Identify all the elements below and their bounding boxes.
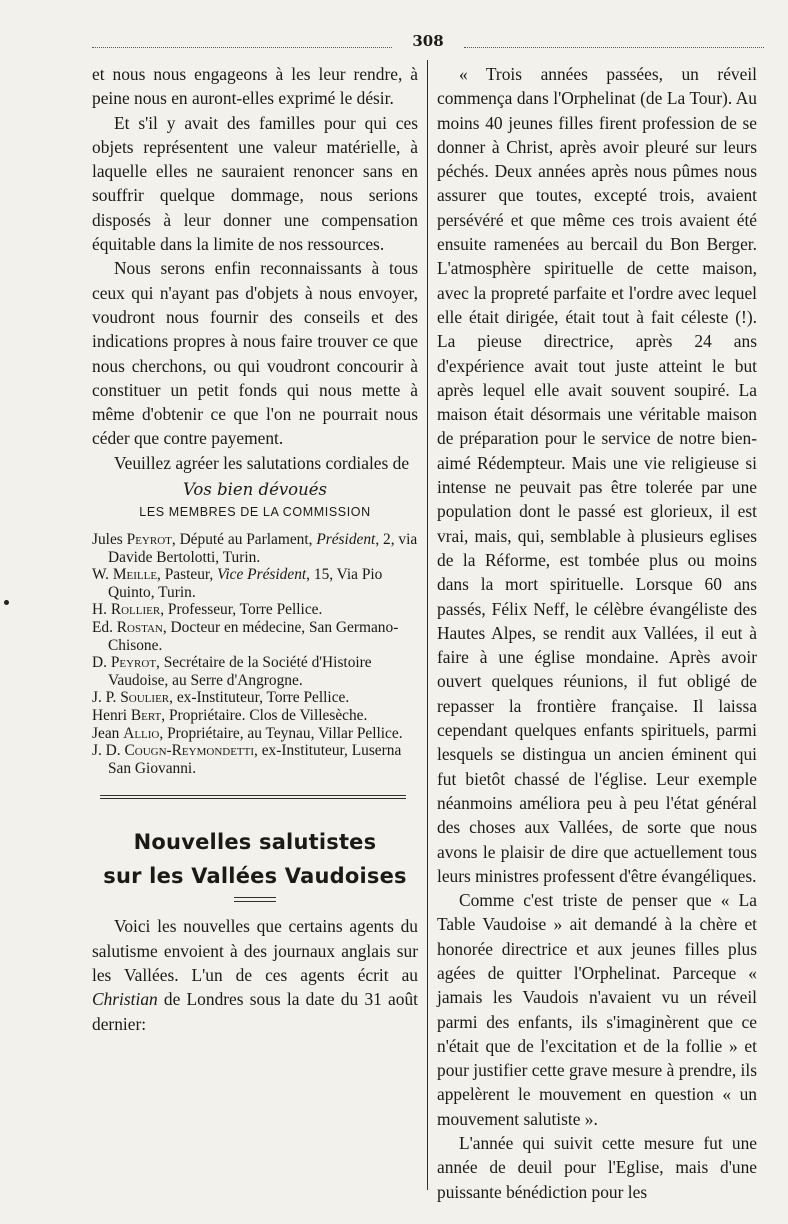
paragraph: L'année qui suivit cette mesure fut une année de deuil pour l'Eglise, mais d'une puissante bénédiction pour les — [437, 1133, 757, 1202]
margin-ink-dot — [4, 600, 9, 605]
member-entry: J. P. Soulier, ex-Instituteur, Torre Pellice. — [92, 689, 350, 707]
member-entry: Jean Allio, Propriétaire, au Teynau, Villar Pellice. — [92, 724, 403, 742]
article-title-line2: sur les Vallées Vaudoises — [103, 864, 407, 889]
title-ornament-rule — [234, 897, 276, 902]
article-title-line1: Nouvelles salutistes — [133, 830, 377, 855]
left-column — [92, 62, 418, 1036]
member-entry: J. D. Cougn-Reymondetti, ex-Instituteur, Luserna San Giovanni. — [92, 742, 402, 777]
commission-heading: LES MEMBRES DE LA COMMISSION — [139, 505, 371, 520]
member-entry: D. Peyrot, Secrétaire de la Société d'Histoire Vaudoise, au Serre d'Angrogne. — [92, 654, 372, 689]
member-entry: H. Rollier, Professeur, Torre Pellice. — [92, 601, 323, 619]
member-entry: Ed. Rostan, Docteur en médecine, San Germano-Chisone. — [92, 619, 399, 654]
page-header — [92, 30, 764, 54]
member-list — [92, 531, 418, 777]
member-entry: W. Meille, Pasteur, Vice Président, 15, Via Pio Quinto, Turin. — [92, 566, 383, 601]
paragraph: Nous serons enfin reconnaissants à tous ceux qui n'ayant pas d'objets à nous envoyer, voudront nous fournir des conseils et des indications propres à nous faire trouver ce que nous cherchons, ou qui voudront concourir à constituer un petit fonds qui nous mette à même d'obtenir ce que l'on ne pourrait nous céder que contre payement. — [92, 258, 418, 449]
column-divider — [427, 60, 428, 1190]
page-number: 308 — [412, 32, 444, 50]
paragraph: et nous nous engageons à les leur rendre, à peine nous en auront-elles exprimé le désir. — [92, 64, 418, 109]
paragraph: Et s'il y avait des familles pour qui ces objets représentent une valeur matérielle, à laquelle elles ne sauraient renoncer sans en souffrir quelque dommage, nous serions disposés à leur donner une compensation équitable dans la limite de nos ressources. — [92, 112, 418, 255]
quoted-paragraph: « Trois années passées, un réveil commença dans l'Orphelinat (de La Tour). Au moins 40 jeunes filles firent profession de se donner à Christ, après avoir pleuré sur leurs péchés. Deux années après nous pûmes nous assurer que toutes, excepté trois, avaient persévéré et que même ces trois avaient été ensuite ramenées au bercail du Bon Berger. L'atmosphère spirituelle de cette maison, avec la propreté parfaite et l'ordre avec lequel elle était dirigée, était tout à fait céleste (!). La pieuse directrice, après 24 ans d'expérience avait tout juste atteint le but après lequel elle avait souvent soupiré. La maison était désormais une véritable maison de préparation pour le service de notre bien-aimé Rédempteur. Mais une vie religieuse si intense ne peuvait pas être tolerée par une population dont le passé est glorieux, il est vrai, mais, qui, semblable à plusieurs eglises de la Réforme, est tombée plus ou moins dans la mort spirituelle. Lorsque 60 ans passés, Félix Neff, le célèbre évangéliste des Hautes Alpes, se rendit aux Vallées, il eut à faire à une église mondaine. Après avoir ouvert quelques réunions, il fut obligé de repasser la frontière française. Il laissa cependant quelques enfants spirituels, parmi lesquels se distingua un ancien éminent qui fut bietôt chassé de l'église. Leur exemple néanmoins améliora peu à peu l'état général des choses aux Vallées, de sorte que nous avons le plaisir de dire que actuellement tous leurs ministres professent d'être évangéliques. — [437, 64, 757, 886]
closing-signoff: Vos bien dévoués — [183, 480, 327, 500]
member-entry: Henri Bert, Propriétaire. Clos de Villesèche. — [92, 706, 368, 724]
article-intro-paragraph: Voici les nouvelles que certains agents du salutisme envoient à des journaux anglais sur les Vallées. L'un de ces agents écrit au Christian de Londres sous la date du 31 août dernier: — [92, 916, 418, 1034]
right-column — [437, 62, 757, 1204]
paragraph: Comme c'est triste de penser que « La Table Vaudoise » ait demandé à la chère et honorée directrice et aux jeunes filles plus agées de quitter l'Orphelinat. Parceque « jamais les Vaudois n'avaient vu un réveil parmi des enfants, ils s'imaginèrent que ce n'était que de l'excitation et de la follie » et pour justifier cette grave mesure à prendre, ils appelèrent le mouvement en question « un mouvement salutiste ». — [437, 890, 757, 1129]
header-dotted-rule-left — [92, 47, 392, 48]
member-entry: Jules Peyrot, Député au Parlament, Président, 2, via Davide Bertolotti, Turin. — [92, 531, 418, 566]
header-dotted-rule-right — [464, 47, 764, 48]
paragraph: Veuillez agréer les salutations cordiales de — [114, 452, 410, 473]
